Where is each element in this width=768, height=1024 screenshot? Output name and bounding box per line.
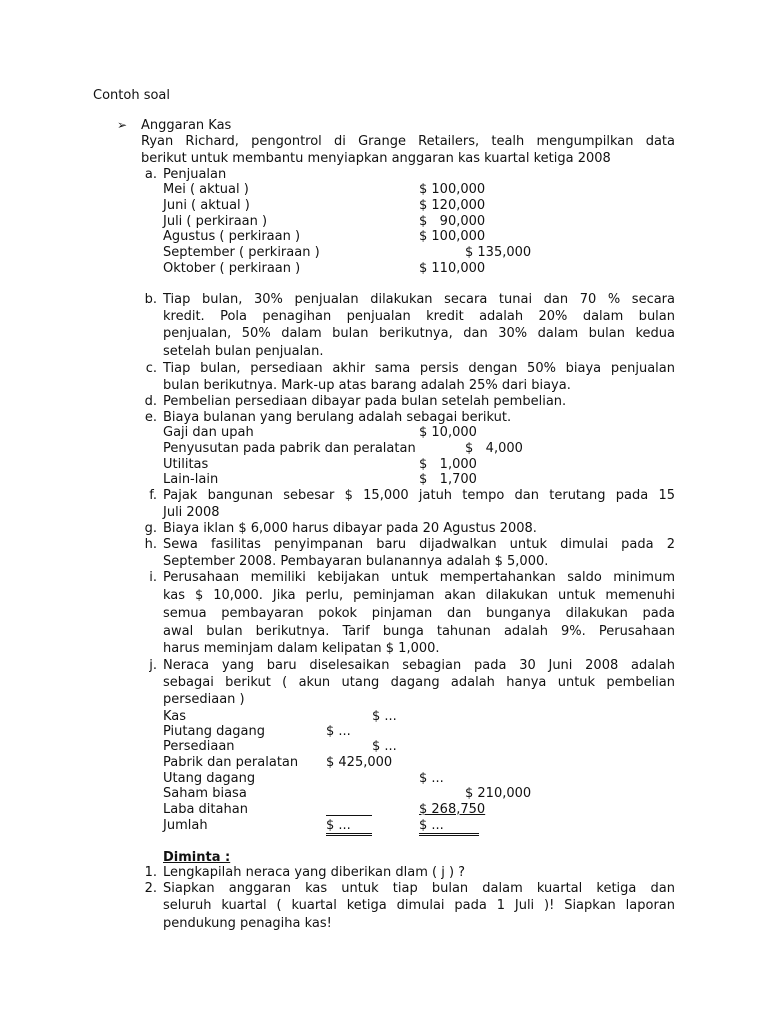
page-title: Contoh soal [93, 88, 170, 103]
paragraph-line: bulan berikutnya. Mark-up atas barang adalah 25% dari biaya. [163, 378, 571, 393]
balance-label: Utang dagang [163, 771, 256, 786]
paragraph-line: persediaan ) [163, 692, 245, 707]
paragraph-line: Sewa fasilitas penyimpanan baru dijadwalkan untuk dimulai pada 2 [163, 537, 675, 552]
paragraph-line: seluruh kuartal ( kuartal ketiga dimulai pada 1 Juli )! Siapkan laporan [163, 898, 675, 913]
paragraph-line: Lengkapilah neraca yang diberikan dlam ( j ) ? [163, 865, 466, 880]
balance-value: $ ... [372, 709, 397, 724]
expense-label: Penyusutan pada pabrik dan peralatan [163, 441, 416, 456]
expense-amount: $ 1,700 [419, 472, 477, 487]
required-heading: Diminta : [163, 850, 231, 865]
expense-label: Gaji dan upah [163, 425, 254, 440]
paragraph-line: harus meminjam dalam kelipatan $ 1,000. [163, 641, 440, 656]
expense-label: Lain-lain [163, 472, 219, 487]
paragraph-line: sebagai berikut ( akun utang dagang adalah hanya untuk pembelian [163, 675, 675, 690]
item-marker: a. [144, 167, 157, 182]
sales-amount: $ 110,000 [419, 261, 486, 276]
underline-rule [326, 815, 372, 816]
balance-value: $ 268,750 [419, 802, 486, 817]
sales-amount: $ 100,000 [419, 229, 486, 244]
paragraph-line: Pembelian persediaan dibayar pada bulan setelah pembelian. [163, 394, 567, 409]
balance-label: Jumlah [163, 818, 208, 833]
item-marker: g. [144, 521, 157, 536]
balance-value: $ ... [326, 724, 351, 739]
balance-label: Kas [163, 709, 187, 724]
sales-amount: $ 120,000 [419, 198, 486, 213]
item-marker: i. [149, 570, 157, 585]
paragraph-line: Siapkan anggaran kas untuk tiap bulan dalam kuartal ketiga dan [163, 881, 675, 896]
expense-amount: $ 4,000 [465, 441, 523, 456]
total-value: $ ... [326, 818, 372, 836]
arrow-bullet-icon: ➢ [117, 118, 128, 132]
item-marker: 1. [144, 865, 157, 880]
sales-month: Agustus ( perkiraan ) [163, 229, 301, 244]
balance-label: Persediaan [163, 739, 235, 754]
paragraph-line: Biaya iklan $ 6,000 harus dibayar pada 20 Agustus 2008. [163, 521, 537, 536]
paragraph-line: setelah bulan penjualan. [163, 344, 324, 359]
paragraph-line: kredit. Pola penagihan penjualan kredit adalah 20% dalam bulan [163, 309, 675, 324]
paragraph-line: penjualan, 50% dalam bulan berikutnya, dan 30% dalam bulan kedua [163, 326, 675, 341]
expense-amount: $ 1,000 [419, 457, 477, 472]
paragraph-line: semua pembayaran pokok pinjaman dan bunganya dilakukan pada [163, 606, 675, 621]
item-marker: e. [144, 410, 157, 425]
item-marker: f. [149, 488, 157, 503]
balance-label: Saham biasa [163, 786, 247, 801]
item-marker: d. [144, 394, 157, 409]
balance-value: $ ... [372, 739, 397, 754]
sales-amount: $ 135,000 [465, 245, 532, 260]
balance-value: $ 425,000 [326, 755, 393, 770]
sales-month: Oktober ( perkiraan ) [163, 261, 301, 276]
paragraph-line: kas $ 10,000. Jika perlu, peminjaman akan dilakukan untuk memenuhi [163, 588, 675, 603]
item-marker: 2. [144, 881, 157, 896]
item-marker: c. [145, 361, 157, 376]
expense-amount: $ 10,000 [419, 425, 477, 440]
paragraph-line: Pajak bangunan sebesar $ 15,000 jatuh tempo dan terutang pada 15 [163, 488, 675, 503]
sales-amount: $ 90,000 [419, 214, 486, 229]
paragraph-line: Neraca yang baru diselesaikan sebagian pada 30 Juni 2008 adalah [163, 658, 675, 673]
balance-label: Pabrik dan peralatan [163, 755, 299, 770]
item-marker: b. [144, 292, 157, 307]
balance-label: Laba ditahan [163, 802, 248, 817]
paragraph-line: Tiap bulan, persediaan akhir sama persis dengan 50% biaya penjualan [163, 361, 675, 376]
sales-month: Juli ( perkiraan ) [163, 214, 268, 229]
paragraph-line: September 2008. Pembayaran bulanannya adalah $ 5,000. [163, 554, 549, 569]
item-marker: j. [149, 658, 157, 673]
paragraph-line: Biaya bulanan yang berulang adalah sebagai berikut. [163, 410, 512, 425]
sales-month: September ( perkiraan ) [163, 245, 320, 260]
item-marker: h. [144, 537, 157, 552]
paragraph-line: pendukung penagiha kas! [163, 916, 332, 931]
sales-heading: Penjualan [163, 167, 227, 182]
paragraph-line: Juli 2008 [163, 505, 220, 520]
paragraph-line: awal bulan berikutnya. Tarif bunga tahunan adalah 9%. Perusahaan [163, 624, 675, 639]
intro-line: berikut untuk membantu menyiapkan anggaran kas kuartal ketiga 2008 [141, 151, 611, 166]
paragraph-line: Tiap bulan, 30% penjualan dilakukan secara tunai dan 70 % secara [163, 292, 675, 307]
balance-label: Piutang dagang [163, 724, 266, 739]
intro-line: Ryan Richard, pengontrol di Grange Retailers, tealh mengumpilkan data [141, 134, 675, 149]
sales-amount: $ 100,000 [419, 182, 486, 197]
section-heading: Anggaran Kas [141, 118, 232, 133]
sales-month: Mei ( aktual ) [163, 182, 249, 197]
sales-month: Juni ( aktual ) [163, 198, 250, 213]
balance-value: $ ... [419, 771, 444, 786]
paragraph-line: Perusahaan memiliki kebijakan untuk mempertahankan saldo minimum [163, 570, 675, 585]
balance-value: $ 210,000 [465, 786, 532, 801]
expense-label: Utilitas [163, 457, 209, 472]
total-value: $ ... [419, 818, 479, 836]
